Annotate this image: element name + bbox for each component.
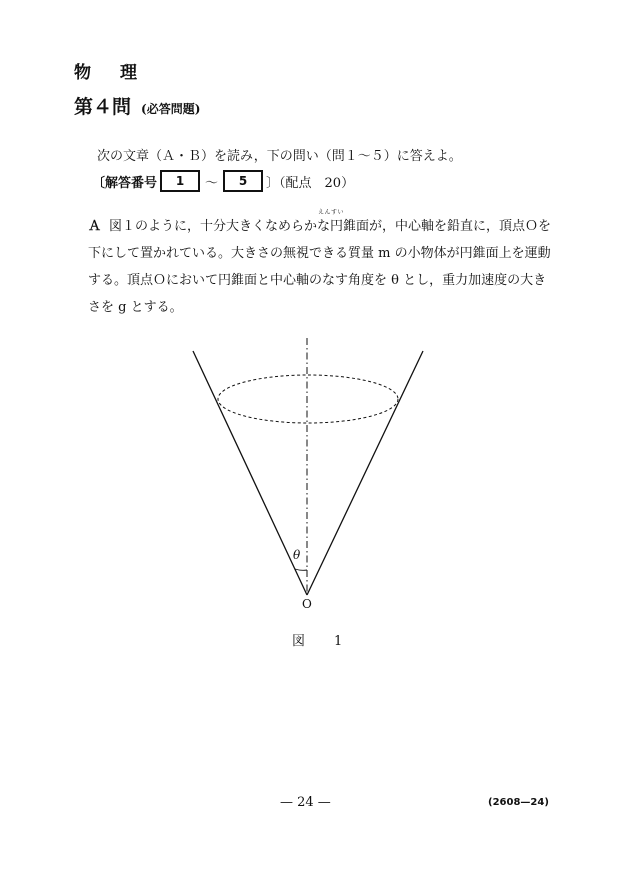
page-number: — 24 — [280, 795, 331, 810]
section-a-line-1 [88, 215, 551, 234]
section-a-text-1: 図１のように，十分大きくなめらかな円錐面が，中心軸を鉛直に，頂点Ｏを [109, 219, 552, 234]
question-note: (必答問題) [141, 102, 201, 116]
section-a-label: Ａ [88, 219, 102, 234]
ruby-annotation: えんすい [318, 209, 345, 216]
section-a-line-4: さを g とする。 [88, 300, 183, 315]
vertex-o-label: O [302, 597, 312, 608]
answer-range-tilde: ～ [205, 175, 219, 191]
answer-box-to: 5 [223, 170, 263, 192]
answer-range-suffix: 〕（配点 20） [266, 175, 355, 191]
document-code: (2608—24) [488, 797, 549, 808]
cone-left-edge [193, 351, 307, 595]
question-number: 第４問 [74, 96, 132, 118]
figure-caption: 図 1 [292, 634, 351, 649]
instructions-text: 次の文章（Ａ・Ｂ）を読み，下の問い（問１～５）に答えよ。 [97, 149, 462, 164]
question-title [74, 92, 200, 119]
circular-path [218, 375, 398, 423]
angle-theta-label: θ [293, 548, 301, 562]
section-a-line-2: 下にして置かれている。大きさの無視できる質量 m の小物体が円錐面上を運動 [88, 246, 551, 261]
angle-arc [295, 569, 307, 570]
answer-range-prefix: 〔解答番号 [92, 175, 158, 191]
cone-figure [180, 338, 440, 608]
cone-right-edge [307, 351, 423, 595]
subject-heading: 物 理 [74, 63, 143, 83]
section-a-line-3: する。頂点Ｏにおいて円錐面と中心軸のなす角度を θ とし，重力加速度の大き [88, 273, 547, 288]
answer-box-from: 1 [160, 170, 200, 192]
answer-number-range [92, 170, 354, 192]
